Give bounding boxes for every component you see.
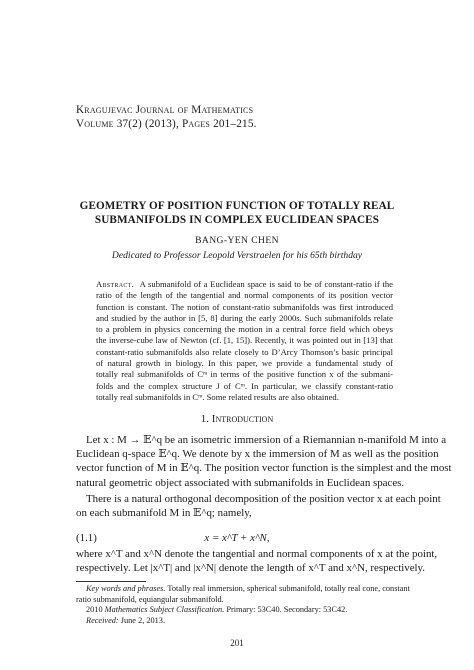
journal-volume: Volume 37(2) (2013), Pages 201–215.	[76, 118, 257, 130]
msc-line: 2010 Mathematics Subject Classification. Primary: 53C40. Secondary: 53C42.	[86, 605, 348, 614]
msc-year: 2010	[86, 605, 103, 614]
keywords-line: ratio submanifold, equiangular submanifold.	[76, 594, 224, 604]
equation-formula: x = x^T + x^N,	[204, 532, 270, 544]
abstract-line: ratio of the length of the tangential and normal components of its position vector	[96, 290, 393, 301]
abstract-line: Abstract. A submanifold of a Euclidean space is said to be of constant-ratio if the	[96, 279, 394, 289]
body-line: Euclidean q-space 𝔼^q. We denote by x the immersion of M as well as the position	[76, 448, 439, 461]
title-line-2: SUBMANIFOLDS IN COMPLEX EUCLIDEAN SPACES	[94, 213, 380, 226]
paragraph-1	[76, 433, 452, 490]
paragraph-3	[76, 547, 438, 575]
abstract-line: the inverse-cube law of Newton (cf. [1, 15]). Recently, it was pointed out in [13] that	[96, 335, 393, 346]
abstract-line: totally real submanifolds in Cᵐ. Some related results are also obtained.	[96, 391, 339, 402]
abstract-line: function is constant. The notion of constant-ratio submanifolds was first introduced	[96, 301, 393, 312]
body-line: natural geometric object associated with submanifolds in Euclidean spaces.	[76, 476, 405, 489]
msc-label: Mathematics Subject Classification.	[104, 605, 225, 614]
title-line-1: GEOMETRY OF POSITION FUNCTION OF TOTALLY REAL	[79, 200, 395, 212]
body-line: vector function of M in 𝔼^q. The position vector function is the simplest and the most	[76, 462, 452, 475]
keywords-line: Key words and phrases. Totally real immersion, spherical submanifold, totally real cone, constant	[86, 584, 410, 593]
page-number: 201	[230, 638, 244, 648]
journal-header	[76, 103, 257, 131]
abstract-line: totally real submanifolds of Cᵐ in terms of the positive function x of the submani-	[96, 369, 393, 380]
dedication: Dedicated to Professor Leopold Verstraelen for his 65th birthday	[111, 250, 363, 261]
footnotes	[76, 584, 410, 626]
abstract-line: folds and the complex structure J of Cᵐ. In particular, we classify constant-ratio	[96, 380, 393, 391]
body-line: There is a natural orthogonal decomposition of the position vector x at each point	[86, 493, 441, 505]
footnote-rule	[76, 581, 146, 582]
abstract-line: to a problem in physics concerning the motion in a central force field which obeys	[96, 324, 393, 335]
section-number: 1.	[200, 413, 210, 425]
body-line: on each submanifold M in 𝔼^q; namely,	[76, 507, 252, 520]
abstract-line: and studied by the author in [5, 8] during the early 2000s. Such submanifolds relate	[96, 312, 393, 323]
journal-name: Kragujevac Journal of Mathematics	[76, 104, 254, 116]
received-label: Received:	[86, 615, 119, 625]
body-line: Let x : M → 𝔼^q be an isometric immersion of a Riemannian n-manifold M into a	[86, 434, 447, 446]
keywords-label: Key words and phrases.	[86, 584, 166, 593]
abstract	[96, 279, 393, 403]
paragraph-2	[76, 492, 441, 520]
author: BANG-YEN CHEN	[195, 235, 279, 246]
abstract-line: constant-ratio submanifolds also relate closely to D’Arcy Thomson’s basic principal	[96, 346, 393, 357]
paper-title	[60, 200, 414, 227]
section-heading	[0, 413, 474, 425]
abstract-line: of natural growth in biology. In this paper, we provide a fundamental study of	[96, 358, 393, 369]
body-line: where x^T and x^N denote the tangential and normal components of x at the point,	[76, 548, 438, 560]
abstract-heading: Abstract.	[96, 279, 135, 289]
equation-number: (1.1)	[76, 532, 97, 544]
section-title: Introduction	[211, 413, 274, 425]
received-line: Received: June 2, 2013.	[86, 615, 166, 625]
body-line: respectively. Let |x^T| and |x^N| denote the length of x^T and x^N, respectively.	[76, 562, 426, 575]
